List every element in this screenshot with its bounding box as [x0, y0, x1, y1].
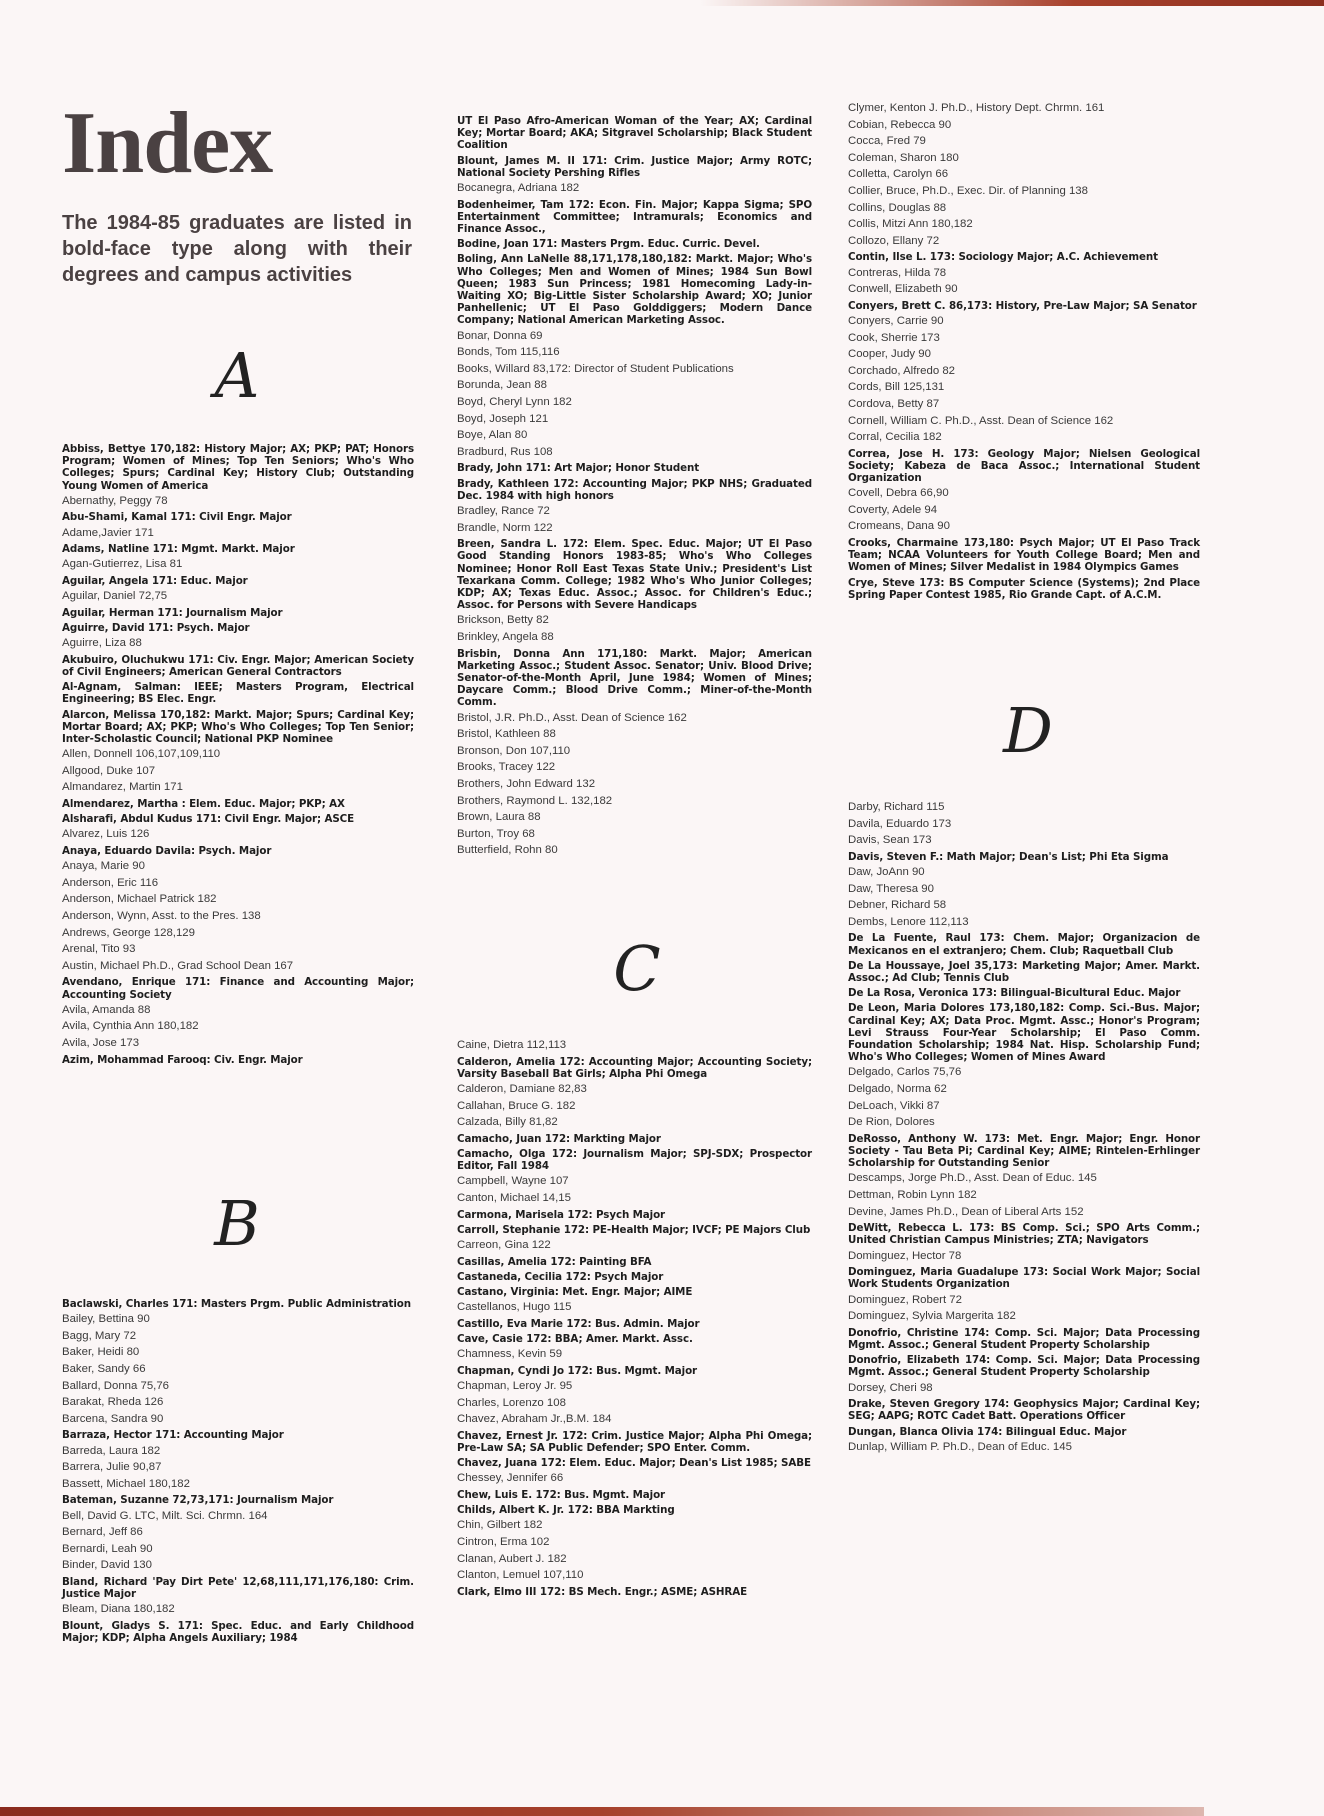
index-entry: Bocanegra, Adriana 182: [457, 182, 580, 195]
intro-text: The 1984-85 graduates are listed in bold-face type along with their degrees and campus activities: [62, 212, 412, 286]
graduate-entry: Calderon, Amelia 172: Accounting Major; Accounting Society; Varsity Baseball Bat Girls; Alpha Phi Omega: [457, 1055, 812, 1080]
graduate-entry: DeRosso, Anthony W. 173: Met. Engr. Major; Engr. Honor Society - Tau Beta Pi; Cardinal Key; AIME; Rintelen-Erhlinger Scholarship for Outstanding Senior: [848, 1132, 1200, 1170]
index-entry: Allgood, Duke 107: [62, 764, 156, 777]
index-entry: Barreda, Laura 182: [62, 1444, 161, 1457]
index-entry: Collins, Douglas 88: [848, 201, 947, 214]
graduate-entry: Adams, Natline 171: Mgmt. Markt. Major: [62, 543, 295, 556]
page-top-border: [700, 0, 1324, 6]
graduate-entry: De Leon, Maria Dolores 173,180,182: Comp. Sci.-Bus. Major; Cardinal Key; AX; Data Proc. Mgmt. Assc.; Honor's Program; Levi Strauss Four-Year Scholarship; El Paso Comm. Foundation Scholarship; 1984 Nat. Hisp. Scholarship Fund; Who's Who Colleges; Women of Mines Award: [848, 1002, 1200, 1064]
index-entry: Descamps, Jorge Ph.D., Asst. Dean of Educ. 145: [848, 1172, 1097, 1185]
index-entry: Bronson, Don 107,110: [457, 744, 571, 757]
graduate-entry: Breen, Sandra L. 172: Elem. Spec. Educ. Major; UT El Paso Good Standing Honors 1983-85; Who's Who Colleges Nominee; Honor Roll East Texas State Univ.; President's List Texarkana Comm. College; 1982 Who's Who Junior Colleges; KDP; AX; Texas Educ. Assoc.; Assoc. for Children's Educ.; Assoc. for Persons with Severe Handicaps: [457, 538, 812, 612]
index-entry: De Rion, Dolores: [848, 1116, 935, 1129]
index-entry: Charles, Lorenzo 108: [457, 1396, 566, 1409]
index-entry: Colletta, Carolyn 66: [848, 168, 949, 181]
index-entry: Cords, Bill 125,131: [848, 381, 945, 394]
index-entry: Dettman, Robin Lynn 182: [848, 1188, 977, 1201]
graduate-entry: Clark, Elmo III 172: BS Mech. Engr.; ASME; ASHRAE: [457, 1585, 748, 1598]
section-letter-d: D: [1003, 694, 1053, 767]
index-entry: Cobian, Rebecca 90: [848, 118, 952, 131]
index-entry: Ballard, Donna 75,76: [62, 1379, 170, 1392]
index-entry: Austin, Michael Ph.D., Grad School Dean 167: [62, 959, 294, 972]
index-entry: Dominguez, Hector 78: [848, 1249, 962, 1262]
index-entry: Bristol, J.R. Ph.D., Asst. Dean of Science 162: [457, 711, 687, 724]
section-b-list: [62, 1298, 414, 1647]
graduate-entry: Donofrio, Christine 174: Comp. Sci. Major; Data Processing Mgmt. Assoc.; General Student Property Scholarship: [848, 1326, 1200, 1351]
index-entry: Cornell, William C. Ph.D., Asst. Dean of Science 162: [848, 414, 1114, 427]
index-entry: Calderon, Damiane 82,83: [457, 1083, 587, 1095]
index-entry: Dominguez, Sylvia Margerita 182: [848, 1310, 1016, 1323]
index-entry: Anderson, Wynn, Asst. to the Pres. 138: [62, 909, 261, 922]
graduate-entry: Chew, Luis E. 172: Bus. Mgmt. Major: [457, 1488, 666, 1501]
graduate-entry: Cave, Casie 172: BBA; Amer. Markt. Assc.: [457, 1332, 693, 1345]
graduate-entry: Drake, Steven Gregory 174: Geophysics Major; Cardinal Key; SEG; AAPG; ROTC Cadet Batt. Operations Officer: [848, 1398, 1200, 1423]
graduate-entry: Akubuiro, Oluchukwu 171: Civ. Engr. Major; American Society of Civil Engineers; American General Contractors: [62, 653, 414, 678]
index-entry: Contreras, Hilda 78: [848, 266, 947, 279]
index-entry: Castellanos, Hugo 115: [457, 1301, 572, 1314]
index-entry: Clymer, Kenton J. Ph.D., History Dept. Chrmn. 161: [848, 102, 1105, 114]
index-entry: Avila, Jose 173: [62, 1036, 140, 1049]
index-entry: Coleman, Sharon 180: [848, 151, 959, 164]
index-entry: Almandarez, Martin 171: [62, 781, 183, 794]
index-entry: Chamness, Kevin 59: [457, 1348, 563, 1361]
section-letter-b: B: [214, 1187, 260, 1260]
index-entry: Daw, Theresa 90: [848, 882, 934, 895]
index-entry: Bernard, Jeff 86: [62, 1526, 143, 1539]
graduate-entry: Bodenheimer, Tam 172: Econ. Fin. Major; Kappa Sigma; SPO Entertainment Committee; Intramurals; Economics and Finance Assoc.,: [457, 198, 812, 236]
index-entry: Boye, Alan 80: [457, 429, 528, 442]
index-entry: Cordova, Betty 87: [848, 397, 940, 410]
graduate-entry: Dominguez, Maria Guadalupe 173: Social Work Major; Social Work Students Organization: [848, 1266, 1200, 1291]
index-entry: Chavez, Abraham Jr.,B.M. 184: [457, 1413, 612, 1426]
index-entry: Collier, Bruce, Ph.D., Exec. Dir. of Planning 138: [848, 184, 1088, 197]
graduate-entry: De La Rosa, Veronica 173: Bilingual-Bicultural Educ. Major: [848, 987, 1181, 1000]
index-entry: Clanton, Lemuel 107,110: [457, 1569, 584, 1582]
graduate-entry: Blount, Gladys S. 171: Spec. Educ. and Early Childhood Major; KDP; Alpha Angels Auxiliary; 1984: [62, 1619, 414, 1645]
index-entry: Anderson, Eric 116: [62, 876, 159, 889]
index-entry: Chapman, Leroy Jr. 95: [457, 1379, 573, 1392]
index-entry: Devine, James Ph.D., Dean of Liberal Arts 152: [848, 1205, 1084, 1218]
graduate-entry: Carroll, Stephanie 172: PE-Health Major; IVCF; PE Majors Club: [457, 1223, 811, 1236]
index-entry: Darby, Richard 115: [848, 801, 945, 813]
index-entry: Cintron, Erma 102: [457, 1535, 550, 1548]
index-entry: Bonds, Tom 115,116: [457, 346, 560, 359]
index-entry: Clanan, Aubert J. 182: [457, 1552, 567, 1565]
index-entry: Dunlap, William P. Ph.D., Dean of Educ. 145: [848, 1440, 1072, 1453]
index-entry: Delgado, Norma 62: [848, 1082, 947, 1095]
index-entry: Bassett, Michael 180,182: [62, 1477, 190, 1490]
graduate-entry: Carmona, Marisela 172: Psych Major: [457, 1208, 666, 1221]
index-entry: Dominguez, Robert 72: [848, 1293, 962, 1306]
index-entry: Andrews, George 128,129: [62, 926, 195, 939]
index-entry: Barcena, Sandra 90: [62, 1412, 164, 1425]
index-entry: Canton, Michael 14,15: [457, 1191, 571, 1204]
graduate-entry: Chapman, Cyndi Jo 172: Bus. Mgmt. Major: [457, 1364, 698, 1377]
index-entry: Avila, Amanda 88: [62, 1003, 151, 1016]
graduate-entry: Almendarez, Martha : Elem. Educ. Major; PKP; AX: [62, 798, 345, 810]
index-entry: Binder, David 130: [62, 1559, 152, 1572]
graduate-entry: Chavez, Ernest Jr. 172: Crim. Justice Major; Alpha Phi Omega; Pre-Law SA; SA Public Defender; SPO Enter. Comm.: [457, 1429, 812, 1454]
graduate-entry: Avendano, Enrique 171: Finance and Accounting Major; Accounting Society: [62, 976, 414, 1001]
index-entry: Bonar, Donna 69: [457, 329, 543, 342]
graduate-entry: Aguilar, Angela 171: Educ. Major: [62, 575, 248, 587]
graduate-entry: Castano, Virginia: Met. Engr. Major; AIME: [457, 1285, 693, 1298]
index-entry: Cocca, Fred 79: [848, 135, 926, 148]
graduate-entry: Bodine, Joan 171: Masters Prgm. Educ. Curric. Devel.: [457, 238, 760, 251]
index-entry: Abernathy, Peggy 78: [62, 494, 168, 507]
graduate-entry: De La Fuente, Raul 173: Chem. Major; Organizacion de Mexicanos en el extranjero; Chem. Club; Raquetball Club: [848, 932, 1200, 957]
section-a-list: [62, 443, 414, 1069]
index-entry: Brothers, Raymond L. 132,182: [457, 794, 613, 807]
section-c-list: [457, 1039, 812, 1601]
index-entry: Carreon, Gina 122: [457, 1238, 551, 1251]
graduate-entry: Barraza, Hector 171: Accounting Major: [62, 1429, 284, 1442]
graduate-entry: Azim, Mohammad Farooq: Civ. Engr. Major: [62, 1053, 303, 1066]
index-entry: Davila, Eduardo 173: [848, 817, 952, 830]
graduate-entry: De La Houssaye, Joel 35,173: Marketing Major; Amer. Markt. Assoc.; Ad Club; Tennis Club: [848, 959, 1200, 984]
index-entry: Aguilar, Daniel 72,75: [62, 590, 168, 603]
graduate-entry: Blount, James M. II 171: Crim. Justice Major; Army ROTC; National Society Pershing Rifles: [457, 154, 812, 179]
index-entry: Barrera, Julie 90,87: [62, 1461, 162, 1474]
index-entry: Bristol, Kathleen 88: [457, 728, 556, 741]
section-letter-c: C: [613, 932, 661, 1005]
index-entry: Boyd, Joseph 121: [457, 412, 549, 425]
index-entry: Chessey, Jennifer 66: [457, 1472, 564, 1485]
index-entry: Conyers, Carrie 90: [848, 314, 944, 327]
index-entry: Collis, Mitzi Ann 180,182: [848, 218, 973, 231]
index-entry: Anderson, Michael Patrick 182: [62, 893, 217, 906]
section-letter-a: A: [214, 339, 260, 412]
index-entry: Dorsey, Cheri 98: [848, 1381, 933, 1394]
index-entry: Brothers, John Edward 132: [457, 777, 596, 790]
index-entry: Campbell, Wayne 107: [457, 1175, 569, 1188]
index-entry: Bradburd, Rus 108: [457, 445, 553, 458]
graduate-entry: Contin, Ilse L. 173: Sociology Major; A.C. Achievement: [848, 251, 1158, 264]
graduate-entry: Anaya, Eduardo Davila: Psych. Major: [62, 845, 272, 857]
index-entry: Agan-Gutierrez, Lisa 81: [62, 558, 183, 571]
graduate-entry: Chavez, Juana 172: Elem. Educ. Major; Dean's List 1985; SABE: [457, 1457, 811, 1470]
index-entry: Covell, Debra 66,90: [848, 487, 949, 500]
index-entry: Calzada, Billy 81,82: [457, 1116, 558, 1129]
graduate-entry: Casillas, Amelia 172: Painting BFA: [457, 1255, 652, 1268]
graduate-entry: Brady, John 171: Art Major; Honor Student: [457, 462, 700, 475]
graduate-entry: Abu-Shami, Kamal 171: Civil Engr. Major: [62, 511, 292, 524]
index-entry: Corral, Cecilia 182: [848, 431, 942, 444]
index-entry: Caine, Dietra 112,113: [457, 1039, 567, 1051]
index-entry: Bailey, Bettina 90: [62, 1313, 150, 1326]
index-entry: Avila, Cynthia Ann 180,182: [62, 1020, 199, 1033]
graduate-entry: Conyers, Brett C. 86,173: History, Pre-Law Major; SA Senator: [848, 299, 1197, 312]
graduate-entry: Aguirre, David 171: Psych. Major: [62, 622, 250, 634]
index-entry: Aguirre, Liza 88: [62, 637, 142, 650]
index-entry: Cook, Sherrie 173: [848, 331, 940, 344]
index-entry: Adame,Javier 171: [62, 526, 154, 539]
graduate-entry: Alsharafi, Abdul Kudus 171: Civil Engr. Major; ASCE: [62, 813, 355, 826]
index-entry: Brooks, Tracey 122: [457, 761, 556, 774]
graduate-entry: Castillo, Eva Marie 172: Bus. Admin. Major: [457, 1317, 700, 1330]
index-entry: Baker, Heidi 80: [62, 1346, 140, 1359]
index-entry: Boyd, Cheryl Lynn 182: [457, 396, 572, 409]
index-entry: Anaya, Marie 90: [62, 860, 145, 873]
graduate-entry: Crye, Steve 173: BS Computer Science (Systems); 2nd Place Spring Paper Contest 1985, Rio Grande Capt. of A.C.M.: [848, 576, 1200, 601]
graduate-entry: Castaneda, Cecilia 172: Psych Major: [457, 1270, 664, 1283]
page-title: Index: [62, 95, 273, 192]
graduate-entry: Boling, Ann LaNelle 88,171,178,180,182: Markt. Major; Who's Who Colleges; Men and Women of Mines; 1984 Sun Bowl Queen; 1983 Sun Princess; 1981 Homecoming Lady-in-Waiting XO; Big-Little Sister Scholarship Award; XO; Junior Panhellenic; UT El Paso Golddiggers; Modern Dance Company; National American Marketing Assoc.: [457, 253, 812, 327]
index-entry: Davis, Sean 173: [848, 834, 932, 847]
index-entry: Cooper, Judy 90: [848, 348, 931, 361]
index-entry: Brown, Laura 88: [457, 811, 541, 824]
page-bottom-border: [0, 1807, 1204, 1816]
index-entry: Alvarez, Luis 126: [62, 828, 150, 841]
graduate-entry: Camacho, Juan 172: Markting Major: [457, 1132, 661, 1145]
index-entry: Burton, Troy 68: [457, 827, 535, 840]
graduate-entry: Bateman, Suzanne 72,73,171: Journalism Major: [62, 1494, 334, 1507]
section-d-list: [848, 801, 1200, 1457]
graduate-entry: Camacho, Olga 172: Journalism Major; SPJ-SDX; Prospector Editor, Fall 1984: [457, 1147, 812, 1173]
graduate-entry: Donofrio, Elizabeth 174: Comp. Sci. Major; Data Processing Mgmt. Assoc.; General Student Property Scholarship: [848, 1354, 1200, 1379]
graduate-entry: Abbiss, Bettye 170,182: History Major; AX; PKP; PAT; Honors Program; Women of Mines; Top Ten Seniors; Who's Who Colleges; Spurs; Cardinal Key; History Club; Outstanding Young Women of America: [62, 443, 414, 492]
index-entry: Cromeans, Dana 90: [848, 520, 950, 533]
index-entry: Delgado, Carlos 75,76: [848, 1066, 962, 1079]
graduate-entry: Baclawski, Charles 171: Masters Prgm. Public Administration: [62, 1298, 411, 1310]
graduate-entry: Aguilar, Herman 171: Journalism Major: [62, 606, 283, 619]
index-entry: Conwell, Elizabeth 90: [848, 283, 958, 296]
graduate-entry: DeWitt, Rebecca L. 173: BS Comp. Sci.; SPO Arts Comm.; United Christian Campus Ministries; ZTA; Navigators: [848, 1222, 1200, 1247]
index-entry: Debner, Richard 58: [848, 899, 947, 912]
section-c-continued-list: [848, 102, 1200, 604]
index-entry: Allen, Donnell 106,107,109,110: [62, 748, 221, 761]
graduate-entry: Bland, Richard 'Pay Dirt Pete' 12,68,111,171,176,180: Crim. Justice Major: [62, 1575, 414, 1601]
index-entry: Chin, Gilbert 182: [457, 1519, 543, 1532]
index-entry: Coverty, Adele 94: [848, 503, 938, 516]
graduate-entry: Dungan, Blanca Olivia 174: Bilingual Educ. Major: [848, 1425, 1127, 1438]
index-entry: Brickson, Betty 82: [457, 614, 549, 627]
index-entry: Bagg, Mary 72: [62, 1329, 137, 1342]
index-entry: Books, Willard 83,172: Director of Student Publications: [457, 362, 734, 375]
index-entry: Butterfield, Rohn 80: [457, 844, 558, 857]
index-entry: Bell, David G. LTC, Milt. Sci. Chrmn. 164: [62, 1509, 268, 1522]
index-entry: Arenal, Tito 93: [62, 943, 136, 956]
index-entry: Baker, Sandy 66: [62, 1362, 146, 1375]
index-entry: Borunda, Jean 88: [457, 379, 547, 392]
index-entry: Brandle, Norm 122: [457, 521, 553, 534]
index-entry: Collozo, Ellany 72: [848, 234, 940, 247]
graduate-entry: Brisbin, Donna Ann 171,180: Markt. Major; American Marketing Assoc.; Student Assoc. Senator; Univ. Blood Drive; Senator-of-the-Month April, June 1984; Women of Mines; Daycare Comm.; Blood Drive Comm.; Miner-of-the-Month Comm.: [457, 647, 812, 709]
graduate-entry: Davis, Steven F.: Math Major; Dean's List; Phi Eta Sigma: [848, 850, 1169, 863]
index-entry: Callahan, Bruce G. 182: [457, 1099, 576, 1112]
index-entry: Daw, JoAnn 90: [848, 865, 925, 878]
index-entry: Bleam, Diana 180,182: [62, 1603, 175, 1616]
index-entry: Dembs, Lenore 112,113: [848, 915, 969, 928]
index-entry: DeLoach, Vikki 87: [848, 1099, 940, 1112]
index-entry: Bradley, Rance 72: [457, 505, 550, 517]
section-b-continued-list: [457, 115, 812, 861]
graduate-entry: Al-Agnam, Salman: IEEE; Masters Program, Electrical Engineering; BS Elec. Engr.: [62, 681, 414, 706]
index-entry: Brinkley, Angela 88: [457, 631, 554, 643]
graduate-entry: Childs, Albert K. Jr. 172: BBA Markting: [457, 1504, 675, 1517]
index-entry: Corchado, Alfredo 82: [848, 364, 956, 377]
graduate-entry: Correa, Jose H. 173: Geology Major; Nielsen Geological Society; Kabeza de Baca Assoc.; International Student Organization: [848, 447, 1200, 485]
graduate-entry: Alarcon, Melissa 170,182: Markt. Major; Spurs; Cardinal Key; Mortar Board; AX; PKP; Who's Who Colleges; Top Ten Senior; Inter-Scholastic Council; National PKP Nominee: [62, 708, 414, 746]
graduate-entry: UT El Paso Afro-American Woman of the Year; AX; Cardinal Key; Mortar Board; AKA; Sitgravel Scholarship; Black Student Coalition: [457, 115, 812, 152]
index-entry: Barakat, Rheda 126: [62, 1396, 164, 1409]
graduate-entry: Crooks, Charmaine 173,180: Psych Major; UT El Paso Track Team; NCAA Volunteers for Youth College Board; Men and Women of Mines; Silver Medalist in 1984 Olympics Games: [848, 537, 1200, 574]
index-entry: Bernardi, Leah 90: [62, 1542, 153, 1555]
graduate-entry: Brady, Kathleen 172: Accounting Major; PKP NHS; Graduated Dec. 1984 with high honors: [457, 477, 812, 502]
